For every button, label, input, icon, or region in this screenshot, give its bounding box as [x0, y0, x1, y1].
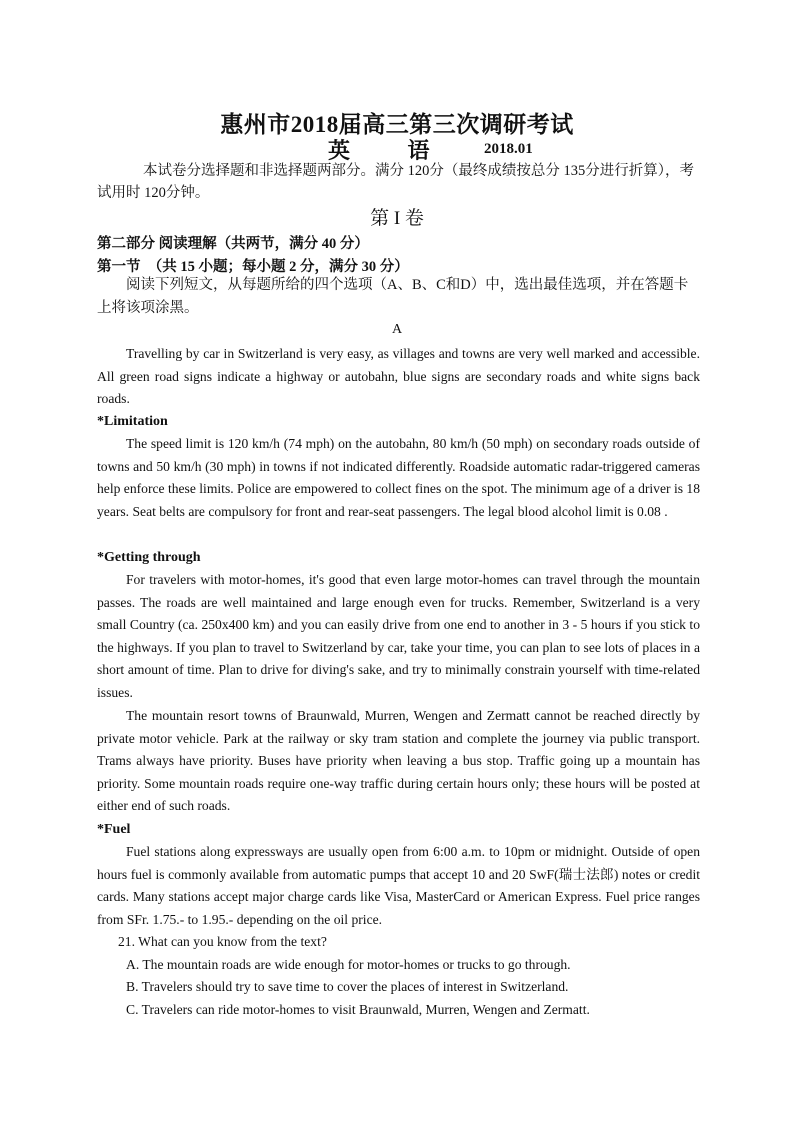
passage-paragraph-2: [97, 433, 700, 523]
question-21-option-a: A. The mountain roads are wide enough for motor-homes or trucks to go through.: [126, 957, 571, 972]
passage-paragraph-4: [97, 705, 700, 818]
part-heading: 第二部分 阅读理解（共两节，满分 40 分）: [97, 236, 369, 252]
subject-label: 英 语: [328, 138, 456, 163]
heading-getting-through: *Getting through: [97, 550, 201, 565]
passage-paragraph-5: [97, 841, 700, 931]
paragraph-text: For travelers with motor-homes, it's good that even large motor-homes can travel through the mountain passes. The roads are well maintained and large enough even for trucks. Remember, Switzerland is a very small Country (ca. 250x400 km) and you can easily drive from one end to another in 3 - 5 hours if you stick to the highways. If you plan to travel to Switzerland by car, take your time, you can plan to see lots of places in a short amount of time. Plan to drive for diving's sake, and try to minimally constrain yourself with time-related issues.: [97, 572, 700, 700]
instruction-block: [97, 274, 700, 320]
question-21-stem: 21. What can you know from the text?: [118, 934, 327, 949]
passage-paragraph-3: [97, 569, 700, 705]
paragraph-text: The speed limit is 120 km/h (74 mph) on the autobahn, 80 km/h (50 mph) on secondary roads outside of towns and 50 km/h (30 mph) in towns if not indicated differently. Roadside automatic radar-triggered cameras help enforce these limits. Police are empowered to collect fines on the spot. The minimum age of a driver is 18 years. Seat belts are compulsory for front and rear-seat passengers. The legal blood alcohol limit is 0.08 .: [97, 436, 700, 519]
passage-label: A: [391, 322, 403, 337]
exam-date: 2018.01: [484, 141, 533, 157]
heading-limitation: *Limitation: [97, 414, 168, 429]
passage-paragraph-1: [97, 343, 700, 411]
paragraph-text: Travelling by car in Switzerland is very easy, as villages and towns are very well marked and accessible. All green road signs indicate a highway or autobahn, blue signs are secondary roads and white signs back roads.: [97, 346, 700, 407]
paragraph-text: Fuel stations along expressways are usually open from 6:00 a.m. to 10pm or midnight. Outside of open hours fuel is commonly available from automatic pumps that accept 10 and 20 SwF(瑞士法郎) notes or credit cards. Many stations accept major charge cards like Visa, MasterCard or American Express. Fuel price ranges from SFr. 1.75.- to 1.95.- depending on the oil price.: [97, 844, 700, 927]
instruction-text: 阅读下列短文，从每题所给的四个选项（A、B、C和D）中，选出最佳选项，并在答题卡上将该项涂黑。: [97, 277, 689, 316]
subsection-heading: 第一节 （共 15 小题；每小题 2 分，满分 30 分）: [97, 259, 409, 275]
question-21-option-c: C. Travelers can ride motor-homes to visit Braunwald, Murren, Wengen and Zermatt.: [126, 1002, 590, 1017]
question-21-option-b: B. Travelers should try to save time to cover the places of interest in Switzerland.: [126, 979, 569, 994]
paragraph-text: The mountain resort towns of Braunwald, Murren, Wengen and Zermatt cannot be reached directly by private motor vehicle. Park at the railway or sky tram station and complete the journey via public transport. Trams always have priority. Buses have priority when leaving a bus stop. Traffic going up a mountain has priority. Some mountain roads require one-way traffic during certain hours only; these hours will be posted at either end of such roads.: [97, 708, 700, 814]
exam-title: 惠州市2018届高三第三次调研考试: [220, 112, 574, 137]
exam-intro: 本试卷分选择题和非选择题两部分。满分 120分（最终成绩按总分 135分进行折算），考试用时 120分钟。: [97, 163, 694, 201]
section-title: 第 I 卷: [370, 208, 424, 229]
heading-fuel: *Fuel: [97, 822, 131, 837]
